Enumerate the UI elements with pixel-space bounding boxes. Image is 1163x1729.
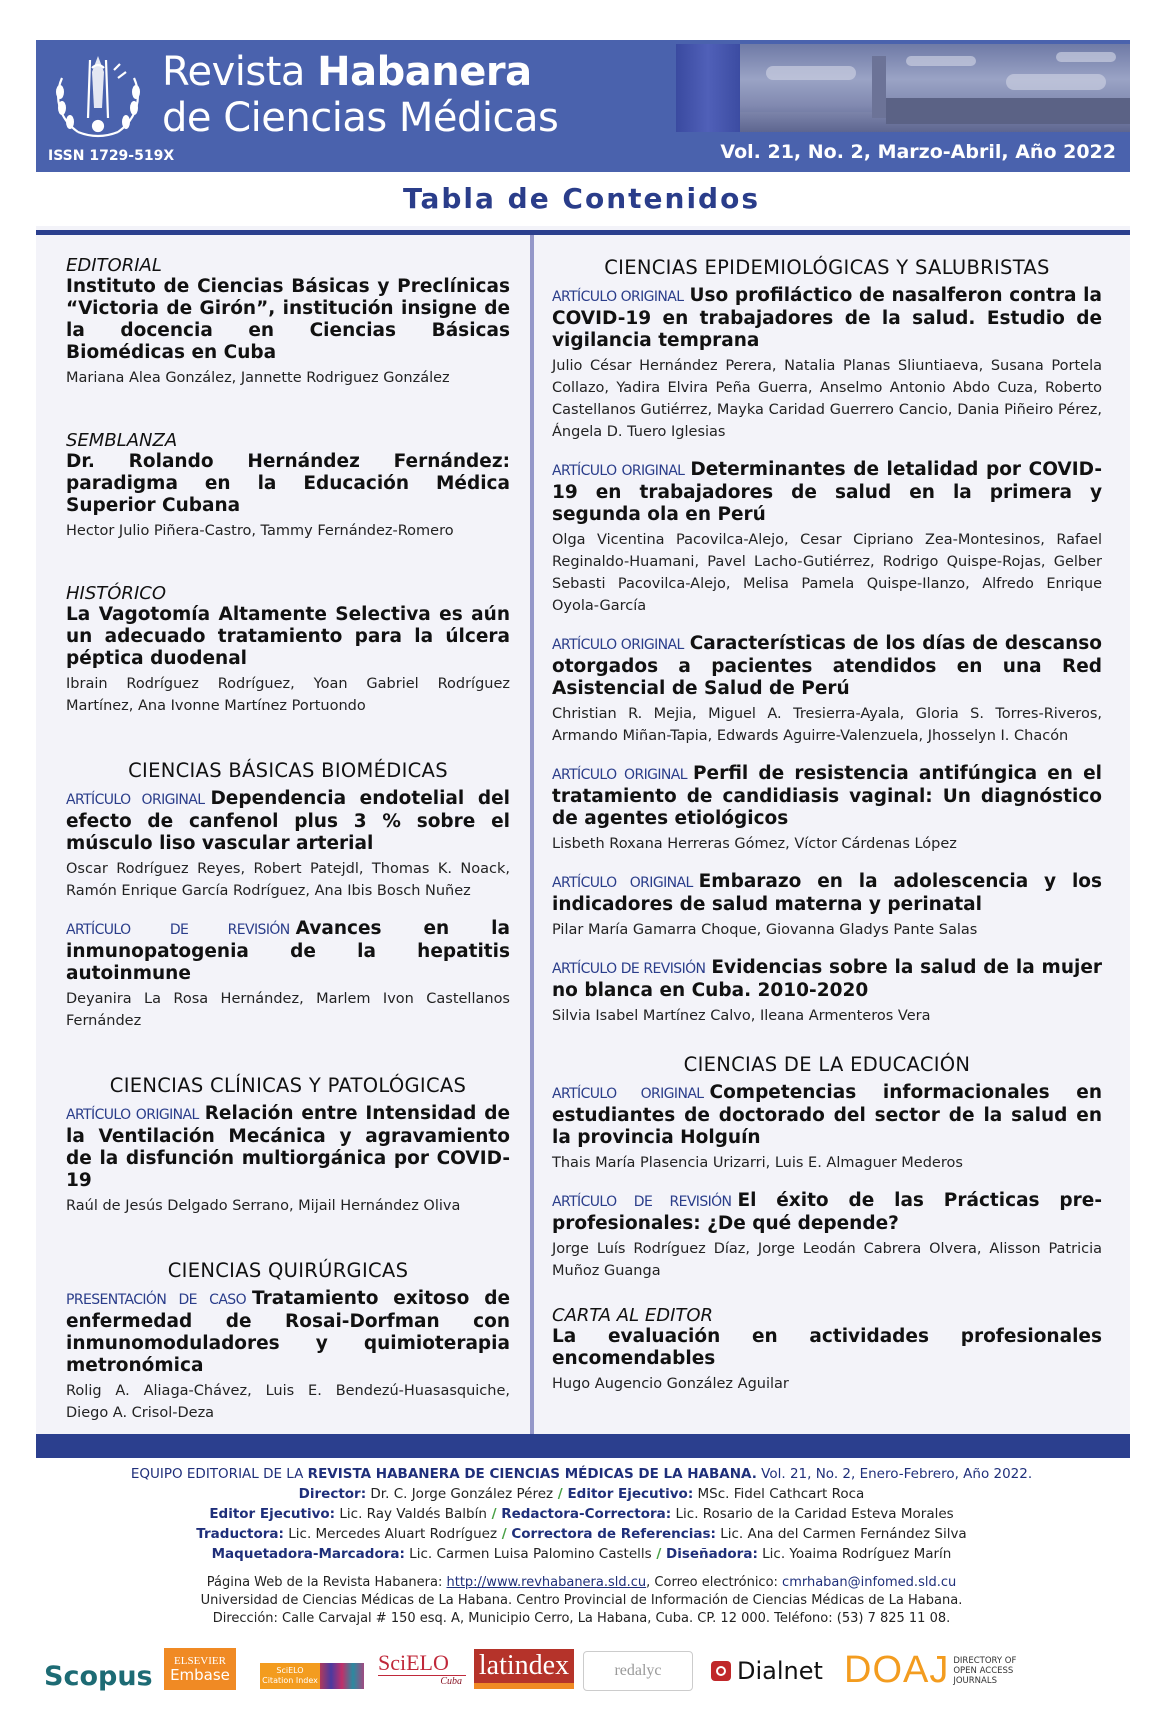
website-link[interactable]: http://www.revhabanera.sld.cu	[446, 1575, 647, 1590]
article-title-link[interactable]: Relación entre Intensidad de la Ventilación Mecánica y agravamiento de la disfunción multiorgánica por COVID-19	[66, 1103, 511, 1191]
university-line: Universidad de Ciencias Médicas de La Habana. Centro Provincial de Información de Ciencias Médicas de La Habana.	[200, 1593, 963, 1608]
article-title-link[interactable]: Características de los días de descanso otorgados a pacientes atendidos en una Red Asistencial de Salud de Perú	[552, 633, 1102, 699]
article-authors: Lisbeth Roxana Herreras Gómez, Víctor Cárdenas López	[552, 836, 957, 852]
article-title-link[interactable]: Avances en la inmunopatogenia de la hepatitis autoinmune	[66, 918, 511, 984]
article-authors: Deyanira La Rosa Hernández, Marlem Ivon Castellanos Fernández	[66, 991, 510, 1029]
volume-issue: Vol. 21, No. 2, Marzo-Abril, Año 2022	[720, 141, 1116, 163]
section-heading: CIENCIAS BÁSICAS BIOMÉDICAS	[128, 759, 448, 782]
article-entry	[552, 1190, 1102, 1282]
editorial-team	[0, 1464, 1163, 1564]
dialnet-logo[interactable]: Dialnet	[711, 1657, 823, 1685]
address-line: Dirección: Calle Carvajal # 150 esq. A, Municipio Cerro, La Habana, Cuba. CP. 12 000. Teléfono: (53) 7 825 11 08.	[212, 1611, 951, 1626]
scielo-citation-index-logo[interactable]: SciELO Citation Index	[260, 1663, 364, 1689]
top-rule	[36, 230, 1130, 235]
article-entry	[66, 1103, 510, 1217]
article-title-link[interactable]: Instituto de Ciencias Básicas y Preclínicas “Victoria de Girón”, institución insigne de la docencia en Ciencias Básicas Biomédicas en Cuba	[66, 276, 510, 363]
article-authors: Pilar María Gamarra Choque, Giovanna Gladys Pante Salas	[552, 922, 978, 938]
left-column	[66, 256, 510, 1440]
embase-logo[interactable]: ELSEVIER Embase	[164, 1648, 236, 1690]
entry-historico	[66, 584, 510, 717]
article-entry	[552, 871, 1102, 941]
team-heading: EQUIPO EDITORIAL DE LA REVISTA HABANERA DE CIENCIAS MÉDICAS DE LA HABANA. Vol. 21, No. 2, Enero-Febrero, Año 2022.	[130, 1466, 1033, 1482]
category-label: HISTÓRICO	[66, 583, 166, 604]
article-entry	[552, 633, 1102, 747]
article-title-link[interactable]: La Vagotomía Altamente Selectiva es aún un adecuado tratamiento para la úlcera péptica duodenal	[66, 604, 510, 669]
section-heading: CIENCIAS CLÍNICAS Y PATOLÓGICAS	[109, 1074, 467, 1097]
team-row: Maquetadora-Marcadora: Lic. Carmen Luisa Palomino Castells / Diseñadora: Lic. Yoaima Rodríguez Marín	[211, 1546, 952, 1562]
article-authors: Raúl de Jesús Delgado Serrano, Mijail Hernández Oliva	[66, 1198, 461, 1214]
article-authors: Christian R. Mejia, Miguel A. Tresierra-Ayala, Gloria S. Torres-Riveros, Armando Miñan-Tapia, Edwards Aguirre-Valenzuela, Jhosselyn I. Chacón	[552, 706, 1102, 744]
category-label: EDITORIAL	[66, 255, 162, 276]
article-title-link[interactable]: La evaluación en actividades profesionales encomendables	[552, 1326, 1102, 1369]
table-of-contents	[36, 226, 1130, 1434]
article-title-link[interactable]: Perfil de resistencia antifúngica en el tratamiento de candidiasis vaginal: Un diagnóstico de agentes etiológicos	[552, 763, 1102, 829]
latindex-logo[interactable]: latindex	[474, 1649, 574, 1689]
entry-editorial	[66, 256, 510, 389]
article-authors: Julio César Hernández Perera, Natalia Planas Sliuntiaeva, Susana Portela Collazo, Yadira Elvira Peña Guerra, Anselmo Antonio Abdo Cuza, Roberto Castellanos Gutiérrez, Mayka Caridad Guerrero Cancio, Dania Piñeiro Pérez, Ángela D. Tuero Iglesias	[552, 358, 1102, 440]
journal-title-line2: de Ciencias Médicas	[162, 95, 559, 141]
article-entry	[66, 1288, 510, 1424]
doaj-logo[interactable]: DOAJ DIRECTORY OF OPEN ACCESS JOURNALS	[844, 1649, 1017, 1691]
article-title-link[interactable]: Dependencia endotelial del efecto de canfenol plus 3 % sobre el músculo liso vascular arterial	[66, 788, 511, 854]
article-title-link[interactable]: Determinantes de letalidad por COVID-19 en trabajadores de salud en la primera y segunda ola en Perú	[552, 459, 1102, 525]
article-authors: Mariana Alea González, Jannette Rodriguez González	[66, 370, 450, 386]
article-authors: Ibrain Rodríguez Rodríguez, Yoan Gabriel Rodríguez Martínez, Ana Ivonne Martínez Portuondo	[66, 676, 510, 714]
category-label: CARTA AL EDITOR	[552, 1305, 714, 1326]
article-title-link[interactable]: Uso profiláctico de nasalferon contra la COVID-19 en trabajadores de la salud. Estudio de vigilancia temprana	[552, 285, 1103, 351]
contact-info: Página Web de la Revista Habanera: http://www.revhabanera.sld.cu, Correo electrónico: cmrhaban@infomed.sld.cu Universidad de Ciencias Médicas de La Habana. Centro Provincial de Información de Ciencias Médicas de La Habana. Dirección: Calle Carvajal # 150 esq. A, Municipio Cerro, La Habana, Cuba. CP. 12 000. Teléfono: (53) 7 825 11 08.	[0, 1574, 1163, 1628]
article-type-tag: ARTÍCULO ORIGINAL	[552, 1086, 704, 1102]
scielo-cuba-label: Cuba	[378, 1675, 466, 1688]
article-entry	[552, 1082, 1102, 1174]
article-authors: Rolig A. Aliaga-Chávez, Luis E. Bendezú-Huasasquiche, Diego A. Crisol-Deza	[66, 1383, 510, 1421]
article-title-link[interactable]: El éxito de las Prácticas pre-profesionales: ¿De qué depende?	[552, 1190, 1103, 1234]
article-title-link[interactable]: Embarazo en la adolescencia y los indicadores de salud materna y perinatal	[552, 871, 1103, 915]
article-authors: Oscar Rodríguez Reyes, Robert Patejdl, Thomas K. Noack, Ramón Enrique García Rodríguez, Ana Ibis Bosch Nuñez	[66, 861, 510, 899]
section-heading: CIENCIAS DE LA EDUCACIÓN	[683, 1053, 971, 1076]
article-type-tag: ARTÍCULO DE REVISIÓN	[552, 961, 706, 977]
section-heading: CIENCIAS QUIRÚRGICAS	[167, 1259, 409, 1282]
article-entry	[66, 918, 510, 1032]
article-entry	[552, 763, 1102, 855]
article-type-tag: ARTÍCULO ORIGINAL	[552, 289, 684, 305]
index-logos	[36, 1645, 1130, 1705]
article-entry	[552, 459, 1102, 617]
article-entry	[552, 957, 1102, 1027]
article-type-tag: ARTÍCULO ORIGINAL	[552, 767, 687, 783]
journal-header	[36, 40, 1130, 172]
article-authors: Jorge Luís Rodríguez Díaz, Jorge Leodán Cabrera Olvera, Alisson Patricia Muñoz Guanga	[552, 1241, 1102, 1279]
section-heading: CIENCIAS EPIDEMIOLÓGICAS Y SALUBRISTAS	[604, 256, 1050, 279]
article-type-tag: ARTÍCULO DE REVISIÓN	[66, 922, 290, 938]
article-title-link[interactable]: Competencias informacionales en estudiantes de doctorado del sector de la salud en la provincia Holguín	[552, 1082, 1103, 1148]
article-entry	[66, 788, 510, 902]
team-row: Director: Dr. C. Jorge González Pérez / Editor Ejecutivo: MSc. Fidel Cathcart Roca	[298, 1486, 865, 1502]
team-row: Traductora: Lic. Mercedes Aluart Rodríguez / Correctora de Referencias: Lic. Ana del Carmen Fernández Silva	[196, 1526, 967, 1542]
journal-title-line1: Revista Habanera	[162, 49, 532, 95]
article-type-tag: ARTÍCULO ORIGINAL	[552, 875, 693, 891]
scielo-wordmark: SciELO	[378, 1650, 449, 1675]
email-link[interactable]: cmrhaban@infomed.sld.cu	[782, 1575, 957, 1590]
team-row: Editor Ejecutivo: Lic. Ray Valdés Balbín / Redactora-Correctora: Lic. Rosario de la Caridad Esteva Morales	[209, 1506, 954, 1522]
article-type-tag: ARTÍCULO ORIGINAL	[552, 637, 684, 653]
article-authors: Olga Vicentina Pacovilca-Alejo, Cesar Cipriano Zea-Montesinos, Rafael Reginaldo-Huamani, Pavel Lacho-Gutiérrez, Rodrigo Quispe-Rojas, Gelber Sebasti Pacovilca-Alejo, Melisa Pamela Quispe-Ilanzo, Alfredo Enrique Oyola-García	[552, 532, 1102, 614]
article-type-tag: ARTÍCULO ORIGINAL	[66, 1107, 199, 1123]
el-morro-castle-photo	[676, 44, 1130, 132]
article-type-tag: PRESENTACIÓN DE CASO	[66, 1292, 247, 1308]
article-authors: Thais María Plasencia Urizarri, Luis E. Almaguer Mederos	[552, 1155, 963, 1171]
issn: ISSN 1729-519X	[48, 148, 175, 164]
article-authors: Hector Julio Piñera-Castro, Tammy Fernández-Romero	[66, 523, 454, 539]
category-label: SEMBLANZA	[66, 430, 178, 451]
scopus-logo[interactable]: Scopus	[44, 1661, 153, 1692]
article-entry	[552, 285, 1102, 443]
article-title-link[interactable]: Dr. Rolando Hernández Fernández: paradigma en la Educación Médica Superior Cubana	[66, 451, 510, 516]
article-authors: Silvia Isabel Martínez Calvo, Ileana Armenteros Vera	[552, 1008, 931, 1024]
column-divider	[530, 235, 534, 1434]
article-title-link[interactable]: Evidencias sobre la salud de la mujer no blanca en Cuba. 2010-2020	[552, 957, 1103, 1001]
page-title: Tabla de Contenidos	[402, 182, 761, 215]
redalyc-logo[interactable]: redalyc	[583, 1651, 693, 1691]
article-title-link[interactable]: Tratamiento exitoso de enfermedad de Rosai-Dorfman con inmunomoduladores y quimioterapia metronómica	[66, 1288, 510, 1376]
article-type-tag: ARTÍCULO DE REVISIÓN	[552, 1194, 732, 1210]
right-column	[552, 256, 1102, 1411]
dialnet-icon	[711, 1661, 731, 1681]
university-emblem-icon	[48, 48, 148, 142]
article-type-tag: ARTÍCULO ORIGINAL	[66, 792, 205, 808]
bottom-rule	[36, 1434, 1130, 1458]
entry-semblanza	[66, 431, 510, 542]
article-type-tag: ARTÍCULO ORIGINAL	[552, 463, 685, 479]
article-authors: Hugo Augencio González Aguilar	[552, 1376, 789, 1392]
scielo-cuba-logo[interactable]	[378, 1651, 466, 1688]
entry-carta	[552, 1306, 1102, 1395]
